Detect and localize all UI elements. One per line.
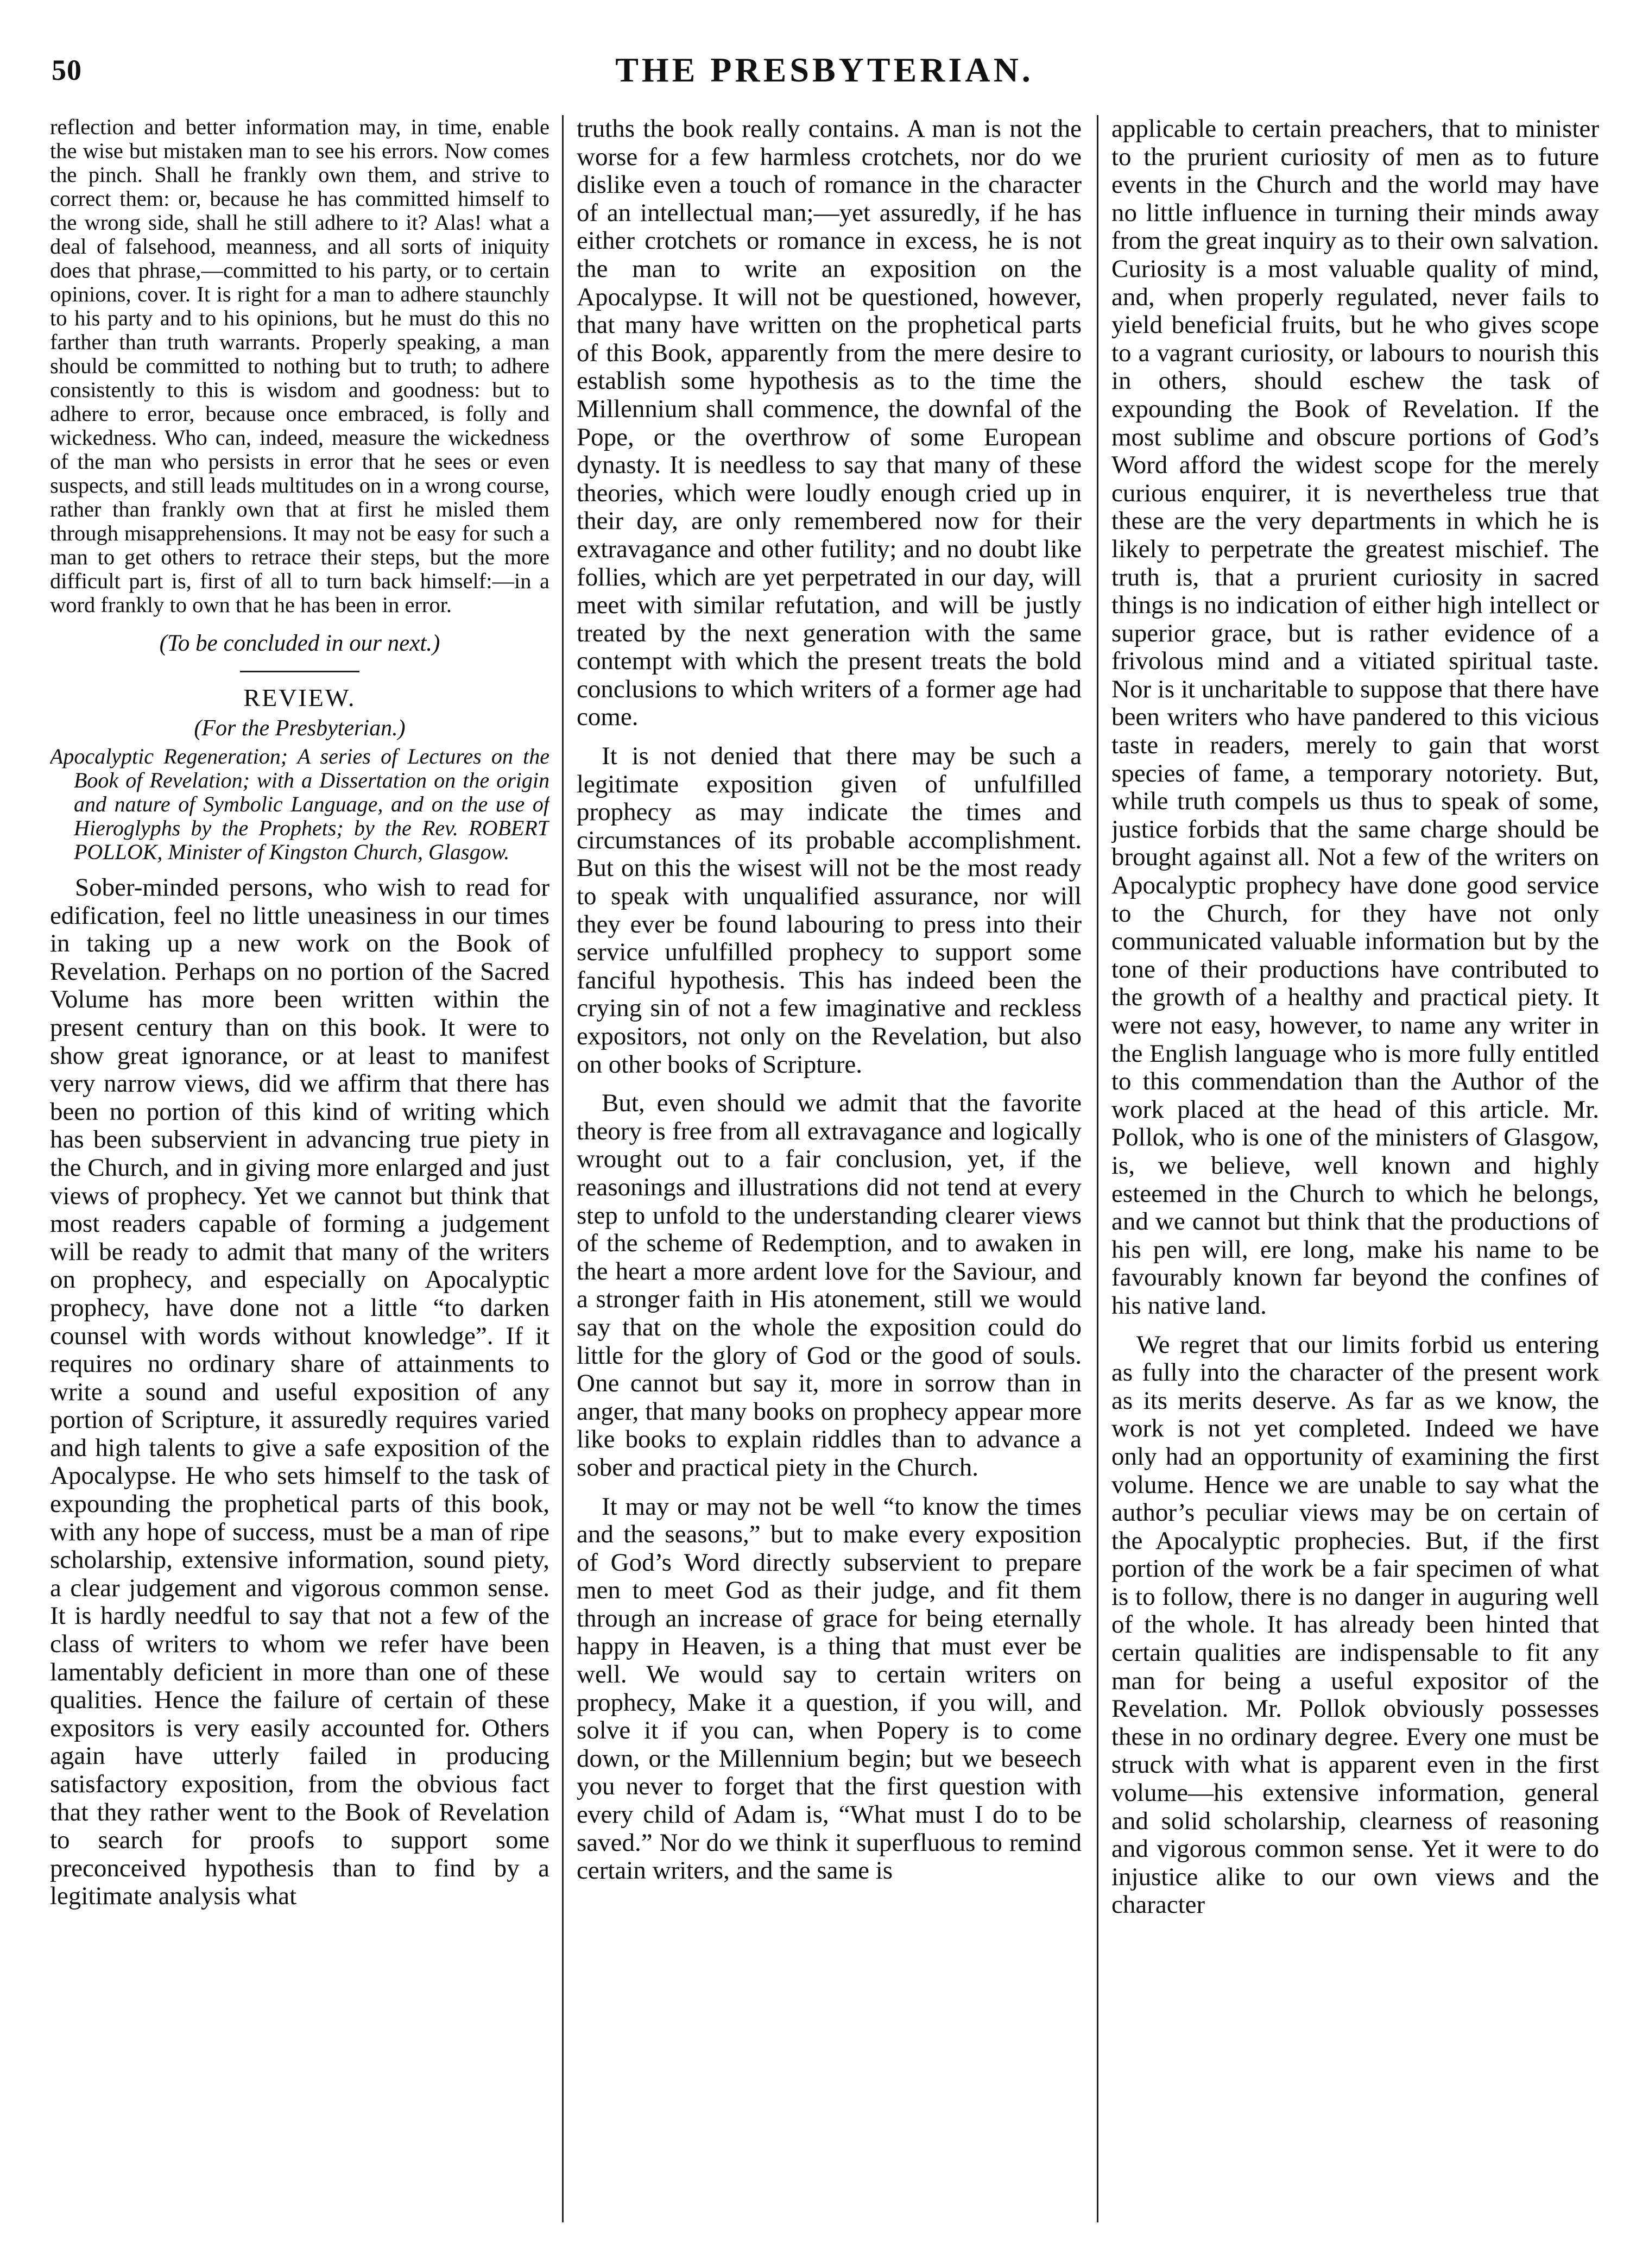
- book-citation: Apocalyptic Regeneration; A series of Lectures on the Book of Revelation; with a Dissertation on the origin and nature of Symbolic Language, and on the use of Hieroglyphs by the Prophets; by the Rev. ROBERT POLLOK, Minister of Kingston Church, Glasgow.: [50, 744, 549, 864]
- article-columns: [50, 115, 1599, 2233]
- column-1: [50, 115, 549, 2233]
- column-2: [577, 115, 1082, 2233]
- review-paragraph: applicable to certain preachers, that to minister to the prurient curiosity of men as to future events in the Church and the world may have no little influence in turning their minds away from the great inquiry as to their own salvation. Curiosity is a most valuable quality of mind, and, when properly regulated, never fails to yield beneficial fruits, but he who gives scope to a vagrant curiosity, or labours to nourish this in others, should eschew the task of expounding the Book of Revelation. If the most sublime and obscure portions of God’s Word afford the widest scope for the merely curious enquirer, it is nevertheless true that these are the very departments in which he is likely to perpetrate the greatest mischief. The truth is, that a prurient curiosity in sacred things is no indication of either high intellect or superior grace, but is rather evidence of a frivolous mind and a vitiated spiritual taste. Nor is it uncharitable to suppose that there have been writers who have pandered to this vicious taste in readers, merely to gain that worst species of fame, a temporary notoriety. But, while truth compels us thus to speak of some, justice forbids that the same charge should be brought against all. Not a few of the writers on Apocalyptic prophecy have done good service to the Church, for they have not only communicated valuable information but by the tone of their productions have contributed to the growth of a healthy and practical piety. It were not easy, however, to name any writer in the English language who is more fully entitled to this commendation than the Author of the work placed at the head of this article. Mr. Pollok, who is one of the ministers of Glasgow, is, we believe, well known and highly esteemed in the Church to which he belongs, and we cannot but think that the productions of his pen will, ere long, make his name to be favourably known far beyond the confines of his native land.: [1111, 115, 1599, 1320]
- review-paragraph: We regret that our limits forbid us entering as fully into the character of the present work as its merits deserve. As far as we know, the work is not yet completed. Indeed we have only had an opportunity of examining the first volume. Hence we are unable to say what the author’s peculiar views may be on certain of the Apocalyptic prophecies. But, if the first portion of the work be a fair specimen of what is to follow, there is no danger in auguring well of the whole. It has already been hinted that certain qualities are indispensable to fit any man for being a useful expositor of the Revelation. Mr. Pollok obviously possesses these in no ordinary degree. Every one must be struck with what is apparent even in the first volume—his extensive information, general and solid scholarship, clearness of reasoning and vigorous common sense. Yet it were to do injustice alike to our own views and the character: [1111, 1330, 1599, 1919]
- review-paragraph: It is not denied that there may be such a legitimate exposition given of unfulfilled prophecy as may indicate the times and circumstances of its probable accomplishment. But on this the wisest will not be the most ready to speak with unqualified assurance, nor will they ever be found labouring to press into their service unfulfilled prophecy to support some fanciful hypothesis. This has indeed been the crying sin of not a few imaginative and reckless expositors, not only on the Revelation, but also on other books of Scripture.: [577, 742, 1082, 1079]
- section-divider: [240, 671, 359, 672]
- for-line: (For the Presbyterian.): [194, 716, 406, 741]
- running-title: THE PRESBYTERIAN.: [615, 51, 1034, 89]
- review-paragraph: But, even should we admit that the favorite theory is free from all extravagance and logically wrought out to a fair conclusion, yet, if the reasonings and illustrations did not tend at every step to unfold to the understanding clearer views of the scheme of Redemption, and to awaken in the heart a more ardent love for the Saviour, and a stronger faith in His atonement, still we would say that on the whole the exposition could do little for the glory of God or the good of souls. One cannot but say it, more in sorrow than in anger, that many books on prophecy appear more like books to explain riddles than to advance a sober and practical piety in the Church.: [577, 1089, 1082, 1482]
- page-number: 50: [52, 54, 82, 86]
- review-paragraph: Sober-minded persons, who wish to read for edification, feel no little uneasiness in our times in taking up a new work on the Book of Revelation. Perhaps on no portion of the Sacred Volume has more been written within the present century than on this book. It were to show great ignorance, or at least to manifest very narrow views, did we affirm that there has been no portion of this kind of writing which has been subservient in advancing true piety in the Church, and in giving more enlarged and just views of prophecy. Yet we cannot but think that most readers capable of forming a judgement will be ready to admit that many of the writers on prophecy, and especially on Apocalyptic prophecy, have done not a little “to darken counsel with words without knowledge”. If it requires no ordinary share of attainments to write a sound and useful exposition of any portion of Scripture, it assuredly requires varied and high talents to give a safe exposition of the Apocalypse. He who sets himself to the task of expounding the prophetical parts of this book, with any hope of success, must be a man of ripe scholarship, extensive information, sound piety, a clear judgement and vigorous common sense. It is hardly needful to say that not a few of the class of writers to whom we refer have been lamentably deficient in more than one of these qualities. Hence the failure of certain of these expositors is very easily accounted for. Others again have utterly failed in producing satisfactory exposition, from the obvious fact that they rather went to the Book of Revelation to search for proofs to support some preconceived hypothesis than to find by a legitimate analysis what: [50, 873, 549, 1911]
- section-heading: REVIEW.: [243, 684, 356, 711]
- continuation-note: (To be concluded in our next.): [159, 631, 440, 656]
- previous-article-ending: reflection and better information may, in time, enable the wise but mistaken man to see his errors. Now comes the pinch. Shall he frankly own them, and strive to correct them: or, because he has committed himself to the wrong side, shall he still adhere to it? Alas! what a deal of falsehood, meanness, and all sorts of iniquity does that phrase,—committed to his party, or to certain opinions, cover. It is right for a man to adhere staunchly to his party and to his opinions, but he must do this no farther than truth warrants. Properly speaking, a man should be committed to nothing but to truth; to adhere consistently to this is wisdom and goodness: but to adhere to error, because once embraced, is folly and wickedness. Who can, indeed, measure the wickedness of the man who persists in error that he sees or even suspects, and still leads multitudes on in a wrong course, rather than frankly own that at first he misled them through misapprehensions. It may not be easy for such a man to get others to retrace their steps, but the more difficult part is, first of all to turn back himself:—in a word frankly to own that he has been in error.: [50, 115, 549, 617]
- column-3: [1111, 115, 1599, 2233]
- review-paragraph: It may or may not be well “to know the times and the seasons,” but to make every exposition of God’s Word directly subservient to prepare men to meet God as their judge, and fit them through an increase of grace for being eternally happy in Heaven, is a thing that must ever be well. We would say to certain writers on prophecy, Make it a question, if you will, and solve it if you can, when Popery is to come down, or the Millennium begin; but we beseech you never to forget that the first question with every child of Adam is, “What must I do to be saved.” Nor do we think it superfluous to remind certain writers, and the same is: [577, 1492, 1082, 1885]
- review-paragraph: truths the book really contains. A man is not the worse for a few harmless crotchets, nor do we dislike even a touch of romance in the character of an intellectual man;—yet assuredly, if he has either crotchets or romance in excess, he is not the man to write an exposition on the Apocalypse. It will not be questioned, however, that many have written on the prophetical parts of this Book, apparently from the mere desire to establish some hypothesis as to the time the Millennium shall commence, the downfal of the Pope, or the overthrow of some European dynasty. It is needless to say that many of these theories, which were loudly enough cried up in their day, are only remembered now for their extravagance and other futility; and no doubt like follies, which are yet perpetrated in our day, will meet with similar refutation, and will be justly treated by the next generation with the same contempt with which the present treats the bold conclusions to which writers of a former age had come.: [577, 115, 1082, 732]
